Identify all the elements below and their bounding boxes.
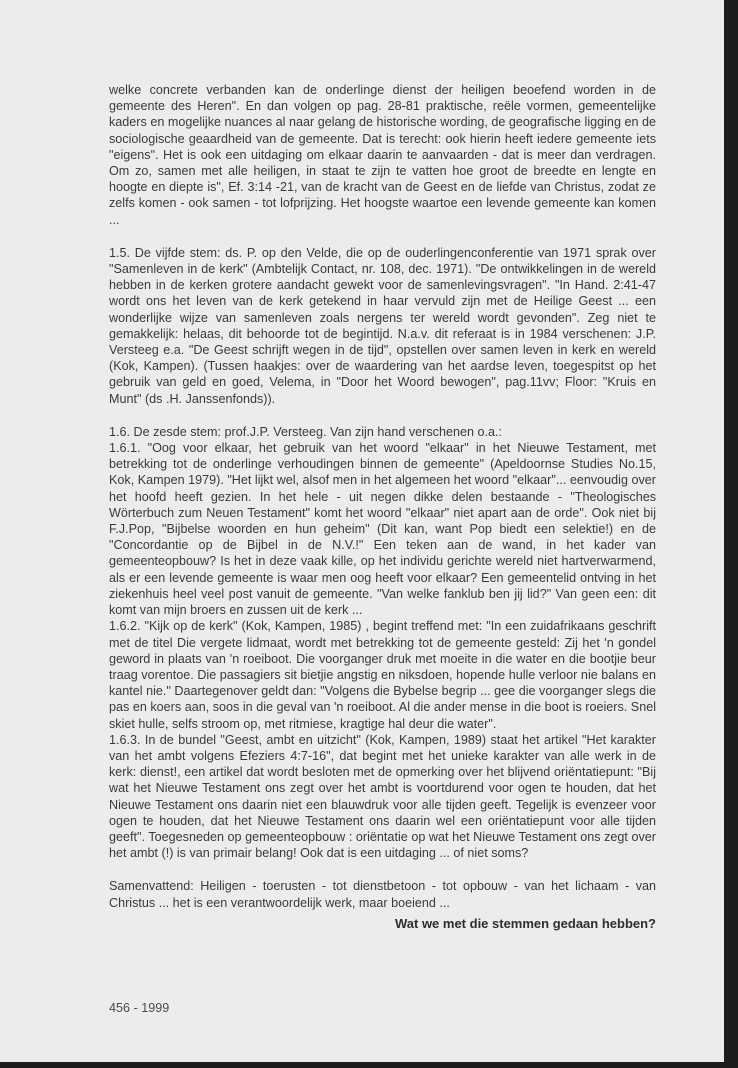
paragraph-fifth-voice: 1.5. De vijfde stem: ds. P. op den Velde, die op de ouderlingenconferentie van 1971 sprak over "Samenleven in de kerk" (Ambtelijk Contact, nr. 108, dec. 1971). "De ontwikkelingen in de wereld hebben in de kerken grotere aandacht gewekt voor de samenlevingsvragen". "In Hand. 2:41-47 wordt ons het leven van de kerk getekend in haar vervuld zijn met de Heilige Geest ... een wonderlijke wijze van samenleven zoals nergens ter wereld wordt gevonden". Zeg niet te gemakkelijk: helaas, dit behoorde tot de begintijd. N.a.v. dit referaat is in 1984 verschenen: J.P. Versteeg e.a. "De Geest schrijft wegen in de tijd", opstellen over samen leven in kerk en wereld (Kok, Kampen). (Tussen haakjes: over de waardering van het aardse leven, toegespitst op het gebruik van geld en goed, Velema, in "Door het Woord bewogen", pag.11vv; Floor: "Kruis en Munt" (ds .H. Janssenfonds)). xyxy=(109,245,656,406)
scan-edge-right xyxy=(724,0,738,1068)
scan-edge-bottom xyxy=(0,1062,738,1068)
paragraph-1-6-3: 1.6.3. In de bundel "Geest, ambt en uitzicht" (Kok, Kampen, 1989) staat het artikel "Het karakter van het ambt volgens Efeziers 4:7-16", dat begint met het unieke karakter van alle werk in de kerk: dienst!, een artikel dat wordt besloten met de opmerking over het blijvend oriëntatiepunt: "Bij wat het Nieuwe Testament ons zegt over het ambt is voortdurend voor ogen te houden, dat het Nieuwe Testament ons daarin niet een blauwdruk voor alle tijden geeft. Tegelijk is evenzeer voor ogen te houden, dat het Nieuwe Testament ons daarin wel een oriëntatiepunt voor alle tijden geeft". Toegesneden op gemeenteopbouw : oriëntatie op wat het Nieuwe Testament ons zegt over het ambt (!) is van primair belang! Ook dat is een uitdaging ... of niet soms? xyxy=(109,732,656,861)
body-text xyxy=(109,82,656,932)
paragraph-gemeente-intro: welke concrete verbanden kan de onderlinge dienst der heiligen beoefend worden in de gemeente des Heren". En dan volgen op pag. 28-81 praktische, reële vormen, gemeentelijke kaders en mogelijke nuances al naar gelang de historische wording, de geografische ligging en de sociologische geaardheid van de gemeente. Dat is terecht: ook hierin heeft iedere gemeente iets "eigens". Het is ook een uitdaging om elkaar daarin te aanvaarden - dat is meer dan verdragen. Om zo, samen met alle heiligen, in staat te zijn te vatten hoe groot de breedte en lengte en hoogte en diepte is", Ef. 3:14 -21, van de kracht van de Geest en de liefde van Christus, zodat ze zelfs komen - ook samen - tot lofprijzing. Het hoogste waartoe een levende gemeente kan komen ... xyxy=(109,83,656,227)
paragraph-sixth-voice: 1.6. De zesde stem: prof.J.P. Versteeg. Van zijn hand verschenen o.a.: xyxy=(109,424,502,439)
section-heading: Wat we met die stemmen gedaan hebben? xyxy=(394,915,656,931)
page-footer: 456 - 1999 xyxy=(109,1001,170,1015)
paragraph-1-6-2: 1.6.2. "Kijk op de kerk" (Kok, Kampen, 1985) , begint treffend met: "In een zuidafrikaans geschrift met de titel Die vergete lidmaat, wordt met betrekking tot de gemeente gesteld: Zij het 'n gondel geword in plaats van 'n roeiboot. Die voorganger druk met moeite in die water en die bootjie beur traag vorentoe. Die passagiers sit bietjie angstig en niksdoen, hopende hulle verloor nie balans en kantel nie." Daartegenover geldt dan: "Volgens die Bybelse begrip ... gee die voorganger slegs die pas en koers aan, soos in die geval van 'n roeiboot. Al die ander mense in die boot is roeiers. Snel skiet hulle, selfs stroom op, met ritmiese, kragtige hal deur die water". xyxy=(109,619,656,731)
paragraph-1-6-1: 1.6.1. "Oog voor elkaar, het gebruik van het woord "elkaar" in het Nieuwe Testament, met betrekking tot de onderlinge verhoudingen binnen de gemeente" (Apeldoornse Studies No.15, Kok, Kampen 1979). "Het lijkt wel, alsof men in het algemeen het woord "elkaar"... eenvoudig over het hoofd heeft gezien. In het hele - uit negen dikke delen bestaande - "Theologisches Wörterbuch zum Neuen Testament" komt het woord "elkaar" niet apart aan de orde". Ook niet bij F.J.Pop, "Bijbelse woorden en hun geheim" (Dit kan, want Pop biedt een selektie!) en de "Concordantie op de Bijbel in de N.V.!" Een teken aan de wand, in het kader van gemeenteopbouw? Is het in deze vaak kille, op het individu gerichte wereld niet hartverwarmend, als er een levende gemeente is waar men oog heeft voor elkaar? Een gemeentelid ontving in het ziekenhuis heel veel post vanuit de gemeente. "Van welke fanklub ben jij lid?" Van geen een: dit komt van mijn broers en zussen uit de kerk ... xyxy=(109,441,656,618)
paragraph-summary: Samenvattend: Heiligen - toerusten - tot dienstbetoon - tot opbouw - van het lichaam - van Christus ... het is een verantwoordelijk werk, maar boeiend ... xyxy=(109,879,656,910)
